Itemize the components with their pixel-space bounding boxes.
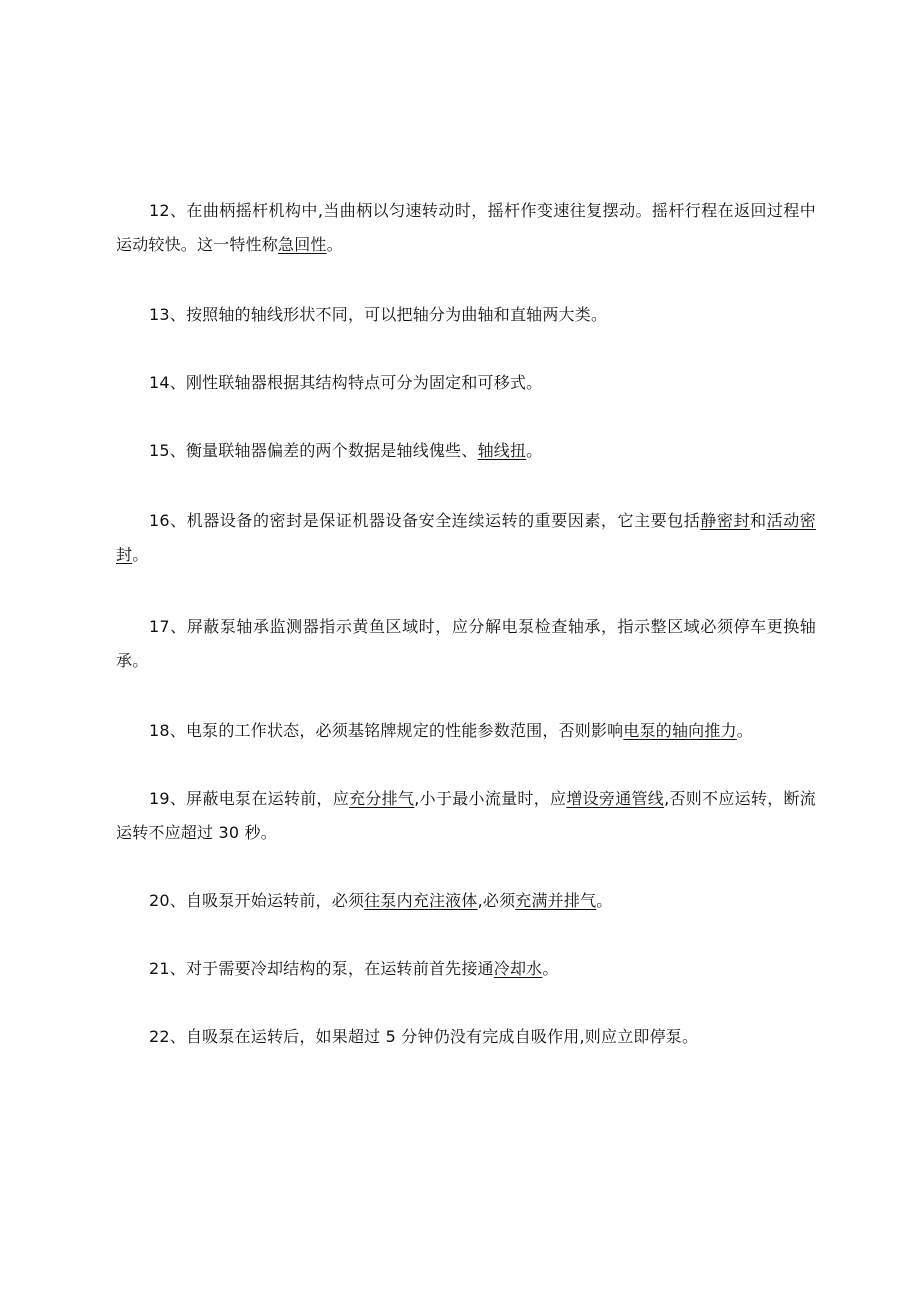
question-15: [116, 434, 816, 468]
question-text: 13、按照轴的轴线形状不同，可以把轴分为曲轴和直轴两大类。: [149, 305, 608, 324]
question-16: [116, 504, 816, 572]
question-text: 。: [736, 721, 753, 740]
question-19: [116, 782, 816, 850]
answer-blank: 活动密封: [116, 511, 816, 564]
answer-blank: 静密封: [700, 511, 751, 530]
question-14: [116, 366, 816, 400]
question-18: [116, 714, 816, 748]
answer-blank: 往泵内充注液体: [364, 891, 478, 910]
question-17: [116, 610, 816, 678]
question-22: [116, 1020, 816, 1054]
question-12: [116, 194, 816, 262]
question-text: 22、自吸泵在运转后，如果超过 5 分钟仍没有完成自吸作用,则应立即停泵。: [149, 1027, 699, 1046]
question-text: 15、衡量联轴器偏差的两个数据是轴线傀些、: [149, 441, 478, 460]
question-text: ,小于最小流量时，应: [414, 789, 567, 808]
question-text: 。: [596, 891, 613, 910]
question-text: 19、屏蔽电泵在运转前，应: [149, 789, 350, 808]
question-text: 14、刚性联轴器根据其结构特点可分为固定和可移式。: [149, 373, 543, 392]
answer-blank: 充分排气: [349, 789, 415, 808]
answer-blank: 急回性: [278, 235, 327, 254]
answer-blank: 冷却水: [493, 959, 543, 978]
question-text: 和: [750, 511, 767, 530]
question-text: 。: [526, 441, 543, 460]
question-text: 12、在曲柄摇杆机构中,当曲柄以匀速转动时，摇杆作变速往复摆动。摇杆行程在返回过程中运动较快。这一特性称: [116, 201, 816, 254]
question-text: 20、自吸泵开始运转前，必须: [149, 891, 365, 910]
answer-blank: 电泵的轴向推力: [623, 721, 737, 740]
question-text: 。: [326, 235, 343, 254]
question-text: 16、机器设备的密封是保证机器设备安全连续运转的重要因素，它主要包括: [149, 511, 701, 530]
answer-blank: 轴线扭: [477, 441, 527, 460]
question-text: 18、电泵的工作状态，必须基铭牌规定的性能参数范围，否则影响: [149, 721, 624, 740]
answer-blank: 充满并排气: [515, 891, 597, 910]
answer-blank: 增设旁通管线: [566, 789, 665, 808]
question-text: ,必须: [477, 891, 516, 910]
question-text: ,否则不应运转，断流运转不应超过 30 秒。: [116, 789, 817, 842]
question-text: 17、屏蔽泵轴承监测器指示黄鱼区域时，应分解电泵检查轴承，指示整区域必须停车更换轴承。: [116, 617, 816, 670]
question-21: [116, 952, 816, 986]
question-text: 。: [542, 959, 559, 978]
question-13: [116, 298, 816, 332]
question-text: 21、对于需要冷却结构的泵，在运转前首先接通: [149, 959, 494, 978]
question-text: 。: [132, 545, 149, 564]
question-20: [116, 884, 816, 918]
